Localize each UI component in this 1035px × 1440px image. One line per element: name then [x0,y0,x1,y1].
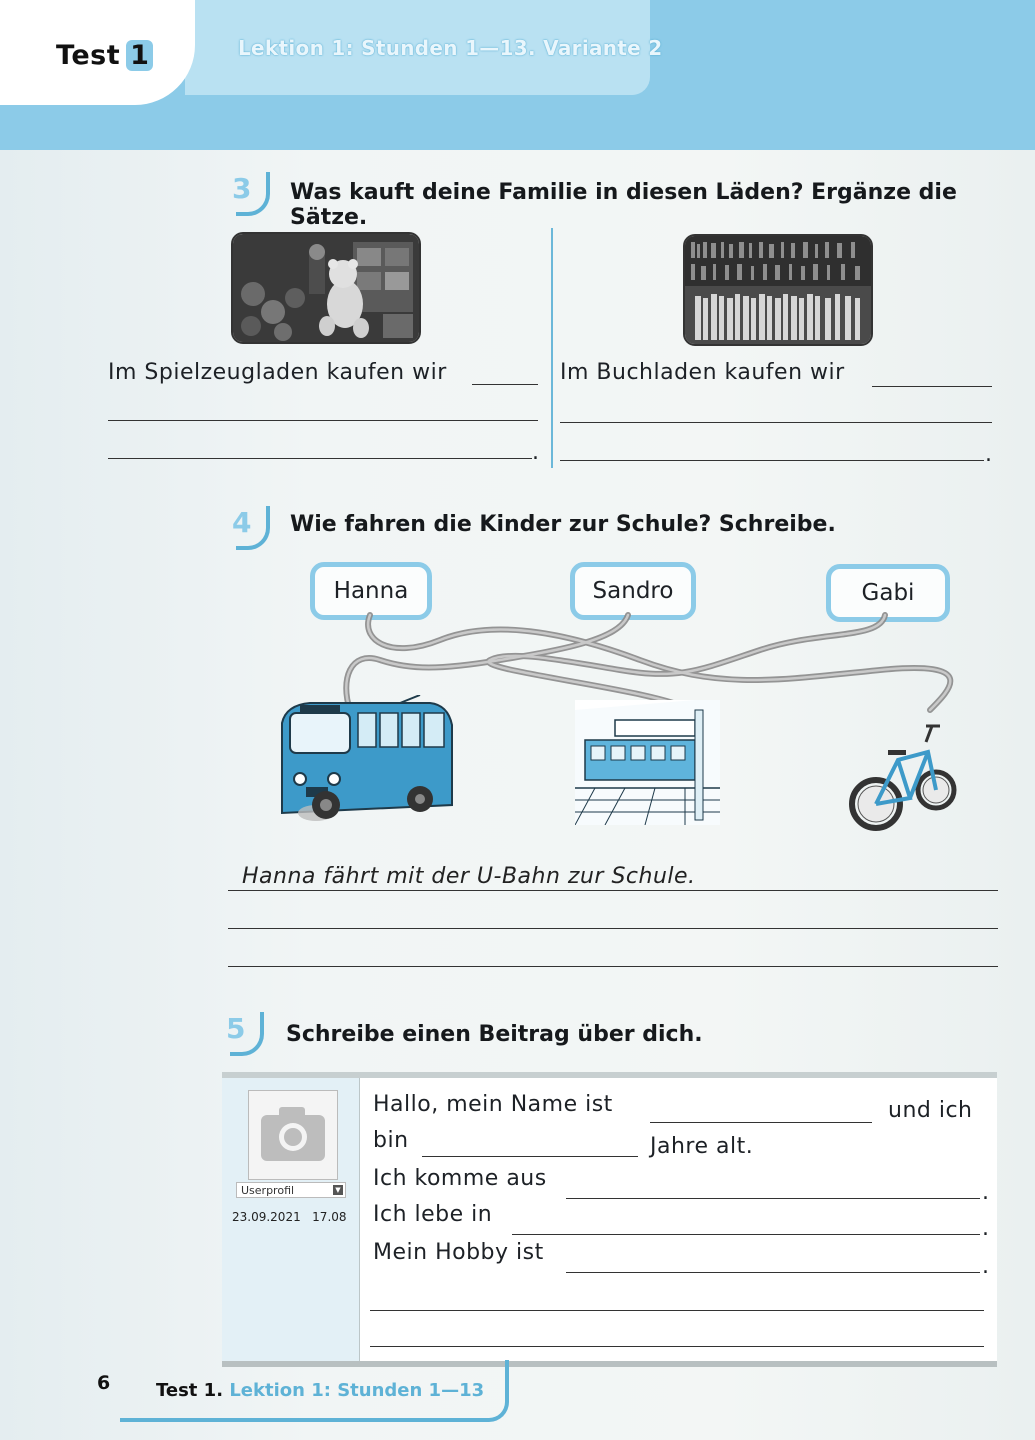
task4-line-2[interactable] [228,928,998,929]
profile-extra-line-1[interactable] [370,1310,984,1311]
task4-example-sentence: Hanna fährt mit der U-Bahn zur Schule. [242,864,696,889]
toy-store-blank-2[interactable] [108,420,538,421]
page-number: 6 [97,1372,111,1394]
name-box-sandro: Sandro [570,562,696,620]
bicycle-illustration [848,712,958,840]
bookstore-blank-1[interactable] [872,386,992,387]
test-number: 1 [126,40,153,71]
name-box-hanna: Hanna [310,562,432,620]
test-title-label: Test [56,40,121,71]
origin-period: . [982,1180,989,1205]
task4-title: Wie fahren die Kinder zur Schule? Schreibe. [290,512,836,537]
profile-date: 23.09.2021 [232,1210,301,1224]
task5-title: Schreibe einen Beitrag über dich. [286,1022,703,1047]
hobby-period: . [982,1254,989,1279]
profile-line1-start: Hallo, mein Name ist [373,1092,613,1117]
task3-divider [551,228,553,468]
toy-store-image [231,232,421,344]
bookstore-image [683,234,873,346]
task3-number: 3 [232,172,252,205]
test-title [56,40,153,71]
task4-number: 4 [232,506,252,539]
residence-blank[interactable] [512,1234,980,1235]
profile-line4: Ich lebe in [373,1202,493,1227]
task5-number: 5 [226,1012,246,1045]
toy-store-blank-1[interactable] [472,384,538,385]
name-box-gabi: Gabi [826,564,950,622]
subway-illustration [575,700,720,825]
toy-store-sentence: Im Spielzeugladen kaufen wir [108,360,447,385]
task4-line-1 [228,890,998,891]
footer-test-label: Test 1. [156,1380,224,1401]
bus-illustration [270,695,460,835]
task3-title: Was kauft deine Familie in diesen Läden? Ergänze die Sätze. [290,180,957,230]
bookstore-sentence: Im Buchladen kaufen wir [560,360,845,385]
header-subtitle: Lektion 1: Stunden 1—13. Variante 2 [238,36,663,60]
task4-line-3[interactable] [228,966,998,967]
name-blank[interactable] [650,1122,872,1123]
toy-store-blank-3[interactable] [108,458,532,459]
profile-line2-start: bin [373,1128,409,1153]
profile-time: 17.08 [312,1210,347,1224]
profile-sidebar [222,1078,360,1361]
profile-line3: Ich komme aus [373,1166,547,1191]
toy-store-period: . [532,440,539,465]
age-blank[interactable] [422,1156,638,1157]
footer-label [156,1380,484,1401]
profile-timestamp [232,1210,347,1224]
avatar [248,1090,338,1180]
camera-icon [249,1091,337,1179]
hobby-blank[interactable] [566,1272,980,1273]
residence-period: . [982,1216,989,1241]
profile-line2-end: Jahre alt. [650,1134,754,1159]
footer-lesson-label: Lektion 1: Stunden 1—13 [229,1380,485,1401]
origin-blank[interactable] [566,1198,980,1199]
profile-line5: Mein Hobby ist [373,1240,544,1265]
userprofil-dropdown[interactable] [236,1182,346,1198]
profile-extra-line-2[interactable] [370,1346,984,1347]
bookstore-period: . [985,442,992,467]
bookstore-blank-3[interactable] [560,460,984,461]
userprofil-label: Userprofil [241,1184,295,1197]
profile-line1-end: und ich [888,1098,973,1123]
bookstore-blank-2[interactable] [560,422,992,423]
dropdown-arrow-icon: ▼ [333,1185,343,1195]
